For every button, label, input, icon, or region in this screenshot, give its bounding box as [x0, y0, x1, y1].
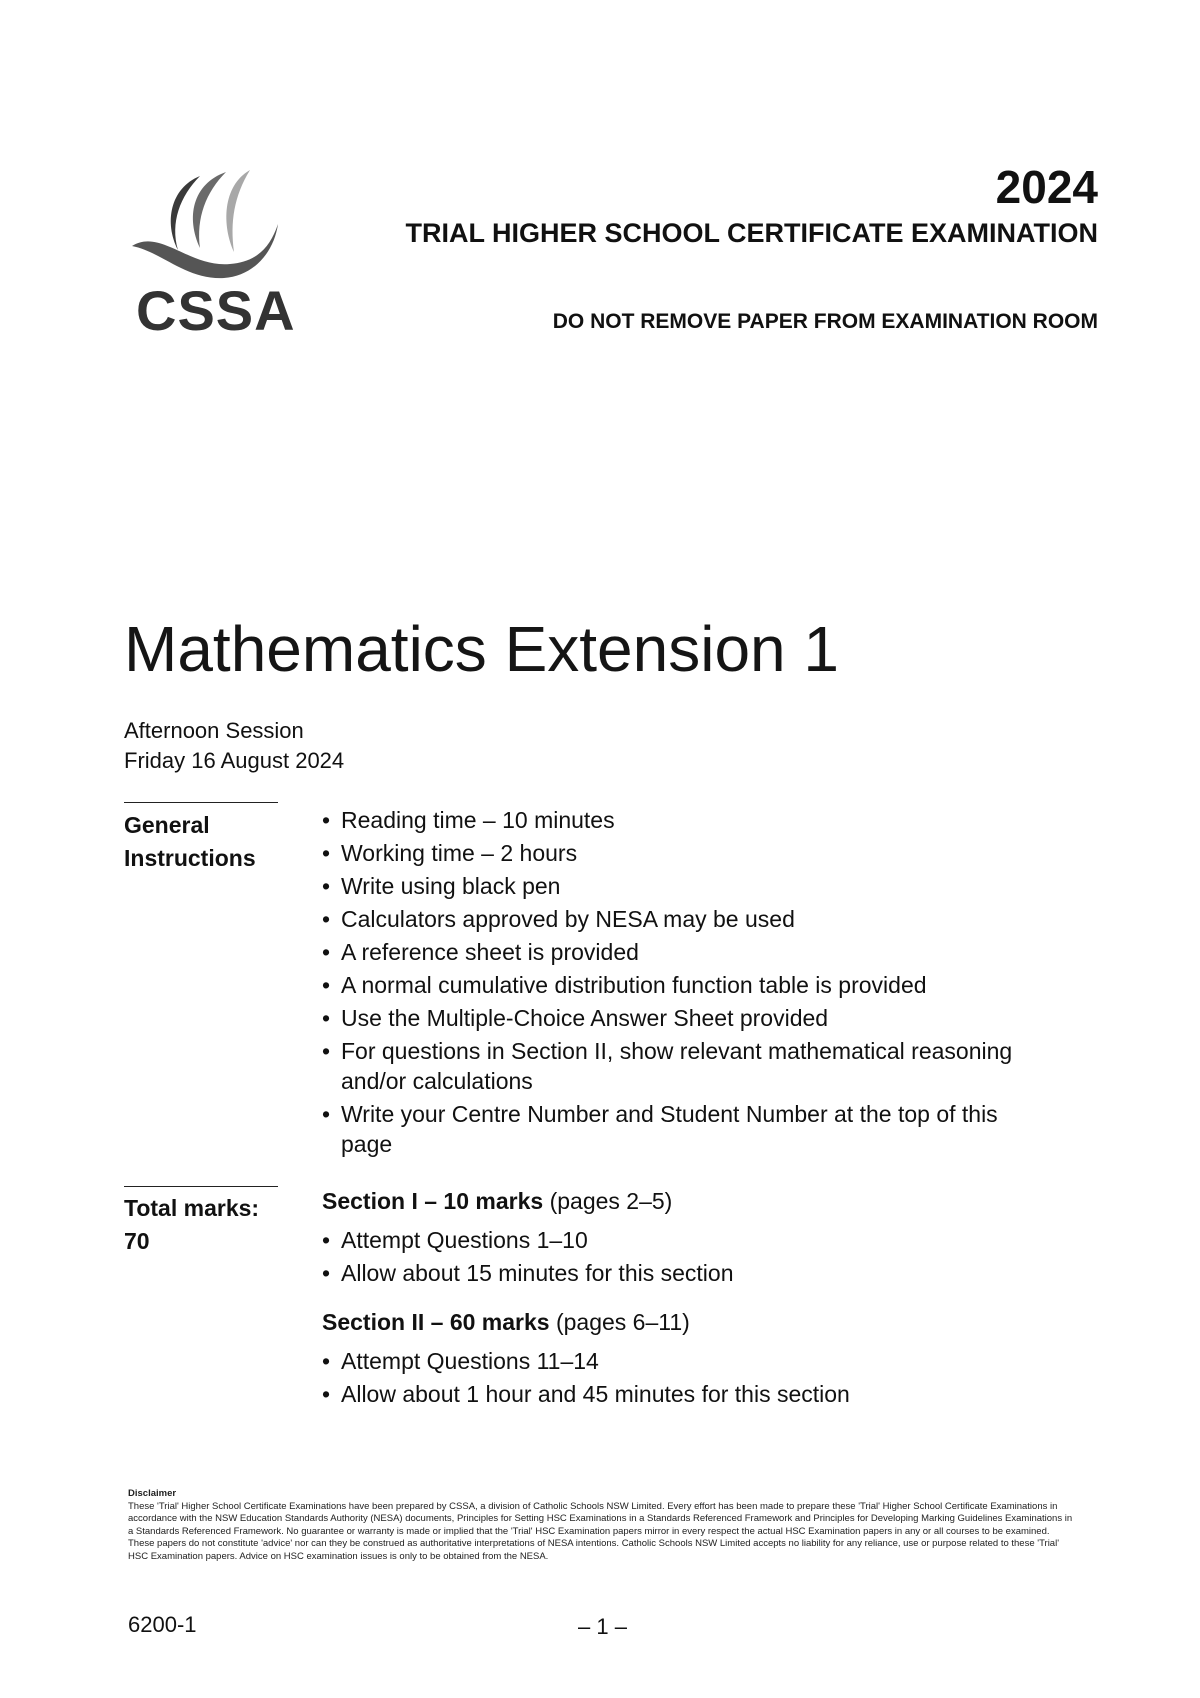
- session-time: Afternoon Session: [124, 718, 304, 743]
- divider-rule: [124, 1186, 278, 1187]
- section-2-heading: [322, 1309, 690, 1336]
- list-item: • Working time – 2 hours: [322, 838, 1022, 868]
- total-marks: [124, 1192, 259, 1258]
- section-1-heading: [322, 1188, 672, 1215]
- disclaimer-text: These 'Trial' Higher School Certificate Examinations have been prepared by CSSA, a division of Catholic Schools NSW Limited. Every effort has been made to prepare these 'Trial' Higher School Certificate Examinations in accordance with the NSW Education Standards Authority (NESA) documents, Principles for Setting HSC Examinations in a Standards Referenced Framework and Principles for Developing Marking Guidelines Examinations in a Standards Referenced Framework. No guarantee or warranty is made or implied that the 'Trial' HSC Examination papers mirror in every respect the actual HSC Examination papers in any or all courses to be examined. These papers do not constitute 'advice' nor can they be construed as authoritative interpretations of NESA intentions. Catholic Schools NSW Limited accepts no liability for any reliance, use or purpose related to these 'Trial' HSC Examination papers. Advice on HSC examination issues is only to be obtained from the NESA.: [128, 1500, 1073, 1562]
- list-item: • Calculators approved by NESA may be used: [322, 904, 1022, 934]
- list-item: • A reference sheet is provided: [322, 937, 1022, 967]
- section-1-pages: (pages 2–5): [549, 1188, 673, 1214]
- logo-text: CSSA: [136, 279, 296, 342]
- section-2-pages: (pages 6–11): [555, 1309, 690, 1335]
- list-item: • For questions in Section II, show relevant mathematical reasoning and/or calculations: [322, 1036, 1022, 1096]
- cssa-logo: [130, 168, 296, 342]
- general-instructions-label: [124, 809, 256, 875]
- list-item: • Attempt Questions 11–14: [322, 1346, 850, 1376]
- list-item: • Use the Multiple-Choice Answer Sheet provided: [322, 1003, 1022, 1033]
- page-number: – 1 –: [578, 1614, 627, 1639]
- paper-code: 6200-1: [128, 1612, 197, 1637]
- list-item: • Attempt Questions 1–10: [322, 1225, 733, 1255]
- list-item: • Allow about 1 hour and 45 minutes for this section: [322, 1379, 850, 1409]
- disclaimer-heading: Disclaimer: [128, 1488, 177, 1499]
- cssa-swoosh-icon: [130, 168, 290, 288]
- exam-title: TRIAL HIGHER SCHOOL CERTIFICATE EXAMINATION: [405, 218, 1098, 248]
- section-2-title: Section II – 60 marks: [322, 1309, 550, 1335]
- exam-notice: DO NOT REMOVE PAPER FROM EXAMINATION ROOM: [552, 310, 1098, 333]
- list-item: • Write your Centre Number and Student Number at the top of this page: [322, 1099, 1022, 1159]
- list-item: • Write using black pen: [322, 871, 1022, 901]
- total-marks-value: 70: [124, 1228, 150, 1254]
- session-info: [124, 716, 344, 776]
- list-item: • Reading time – 10 minutes: [322, 805, 1022, 835]
- subject-title: Mathematics Extension 1: [124, 613, 839, 685]
- disclaimer: [128, 1488, 1078, 1563]
- divider-rule: [124, 802, 278, 803]
- label-line: Instructions: [124, 845, 256, 871]
- section-1-title: Section I – 10 marks: [322, 1188, 544, 1214]
- general-instructions-list: [322, 805, 1022, 1162]
- list-item: • A normal cumulative distribution function table is provided: [322, 970, 1022, 1000]
- exam-year: 2024: [995, 161, 1098, 213]
- total-marks-label: Total marks:: [124, 1195, 260, 1221]
- section-2-list: [322, 1346, 850, 1412]
- section-1-list: [322, 1225, 733, 1291]
- list-item: • Allow about 15 minutes for this section: [322, 1258, 733, 1288]
- session-date: Friday 16 August 2024: [124, 748, 345, 773]
- label-line: General: [124, 812, 210, 838]
